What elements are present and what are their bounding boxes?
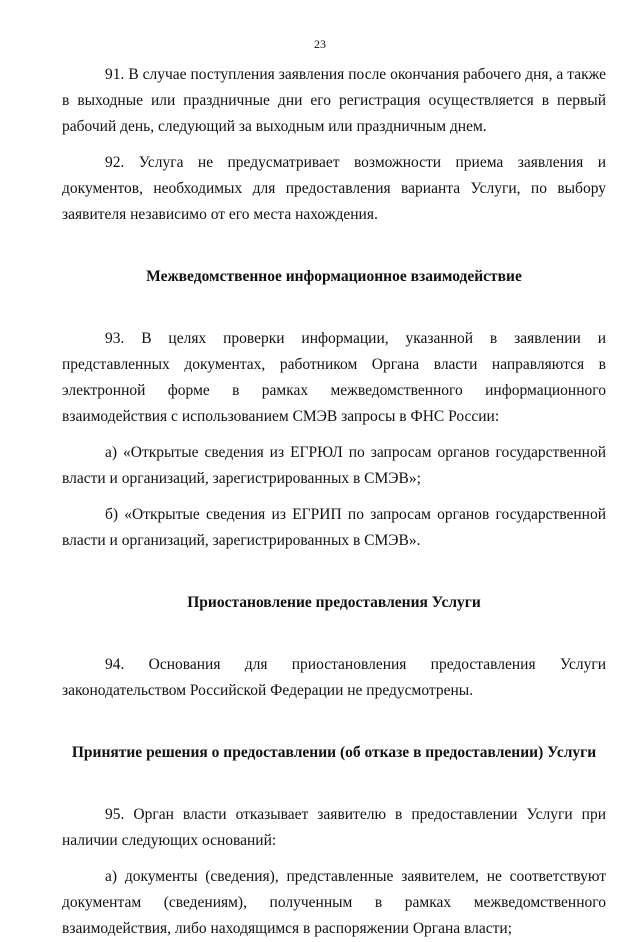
paragraph-91: 91. В случае поступления заявления после окончания рабочего дня, а также в выходные или праздничные дни его регистрация осуществляется в первый рабочий день, следующий за выходным или праздничным днем. — [62, 66, 606, 135]
paragraph-93-b: б) «Открытые сведения из ЕГРИП по запросам органов государственной власти и организаций, зарегистрированных в СМЭВ». — [62, 506, 606, 549]
section-heading-interagency: Межведомственное информационное взаимодействие — [146, 268, 522, 285]
paragraph-95-a: а) документы (сведения), представленные заявителем, не соответствуют документам (сведениям), полученным в рамках межведомственного взаимодействия, либо находящимся в распоряжении Органа власти; — [62, 868, 606, 937]
document-body — [62, 62, 606, 942]
paragraph-95: 95. Орган власти отказывает заявителю в предоставлении Услуги при наличии следующих оснований: — [62, 806, 606, 849]
paragraph-93-a: а) «Открытые сведения из ЕГРЮЛ по запросам органов государственной власти и организаций, зарегистрированных в СМЭВ»; — [62, 444, 606, 487]
paragraph-93: 93. В целях проверки информации, указанной в заявлении и представленных документах, работником Органа власти направляются в электронной форме в рамках межведомственного информационного взаимодействия с использованием СМЭВ запросы в ФНС России: — [62, 330, 606, 425]
page-number: 23 — [314, 37, 326, 51]
section-heading-suspension: Приостановление предоставления Услуги — [187, 594, 481, 611]
paragraph-92: 92. Услуга не предусматривает возможности приема заявления и документов, необходимых для предоставления варианта Услуги, по выбору заявителя независимо от его места нахождения. — [62, 154, 606, 223]
paragraph-94: 94. Основания для приостановления предоставления Услуги законодательством Российской Федерации не предусмотрены. — [62, 656, 606, 699]
section-heading-decision: Принятие решения о предоставлении (об отказе в предоставлении) Услуги — [71, 744, 597, 761]
